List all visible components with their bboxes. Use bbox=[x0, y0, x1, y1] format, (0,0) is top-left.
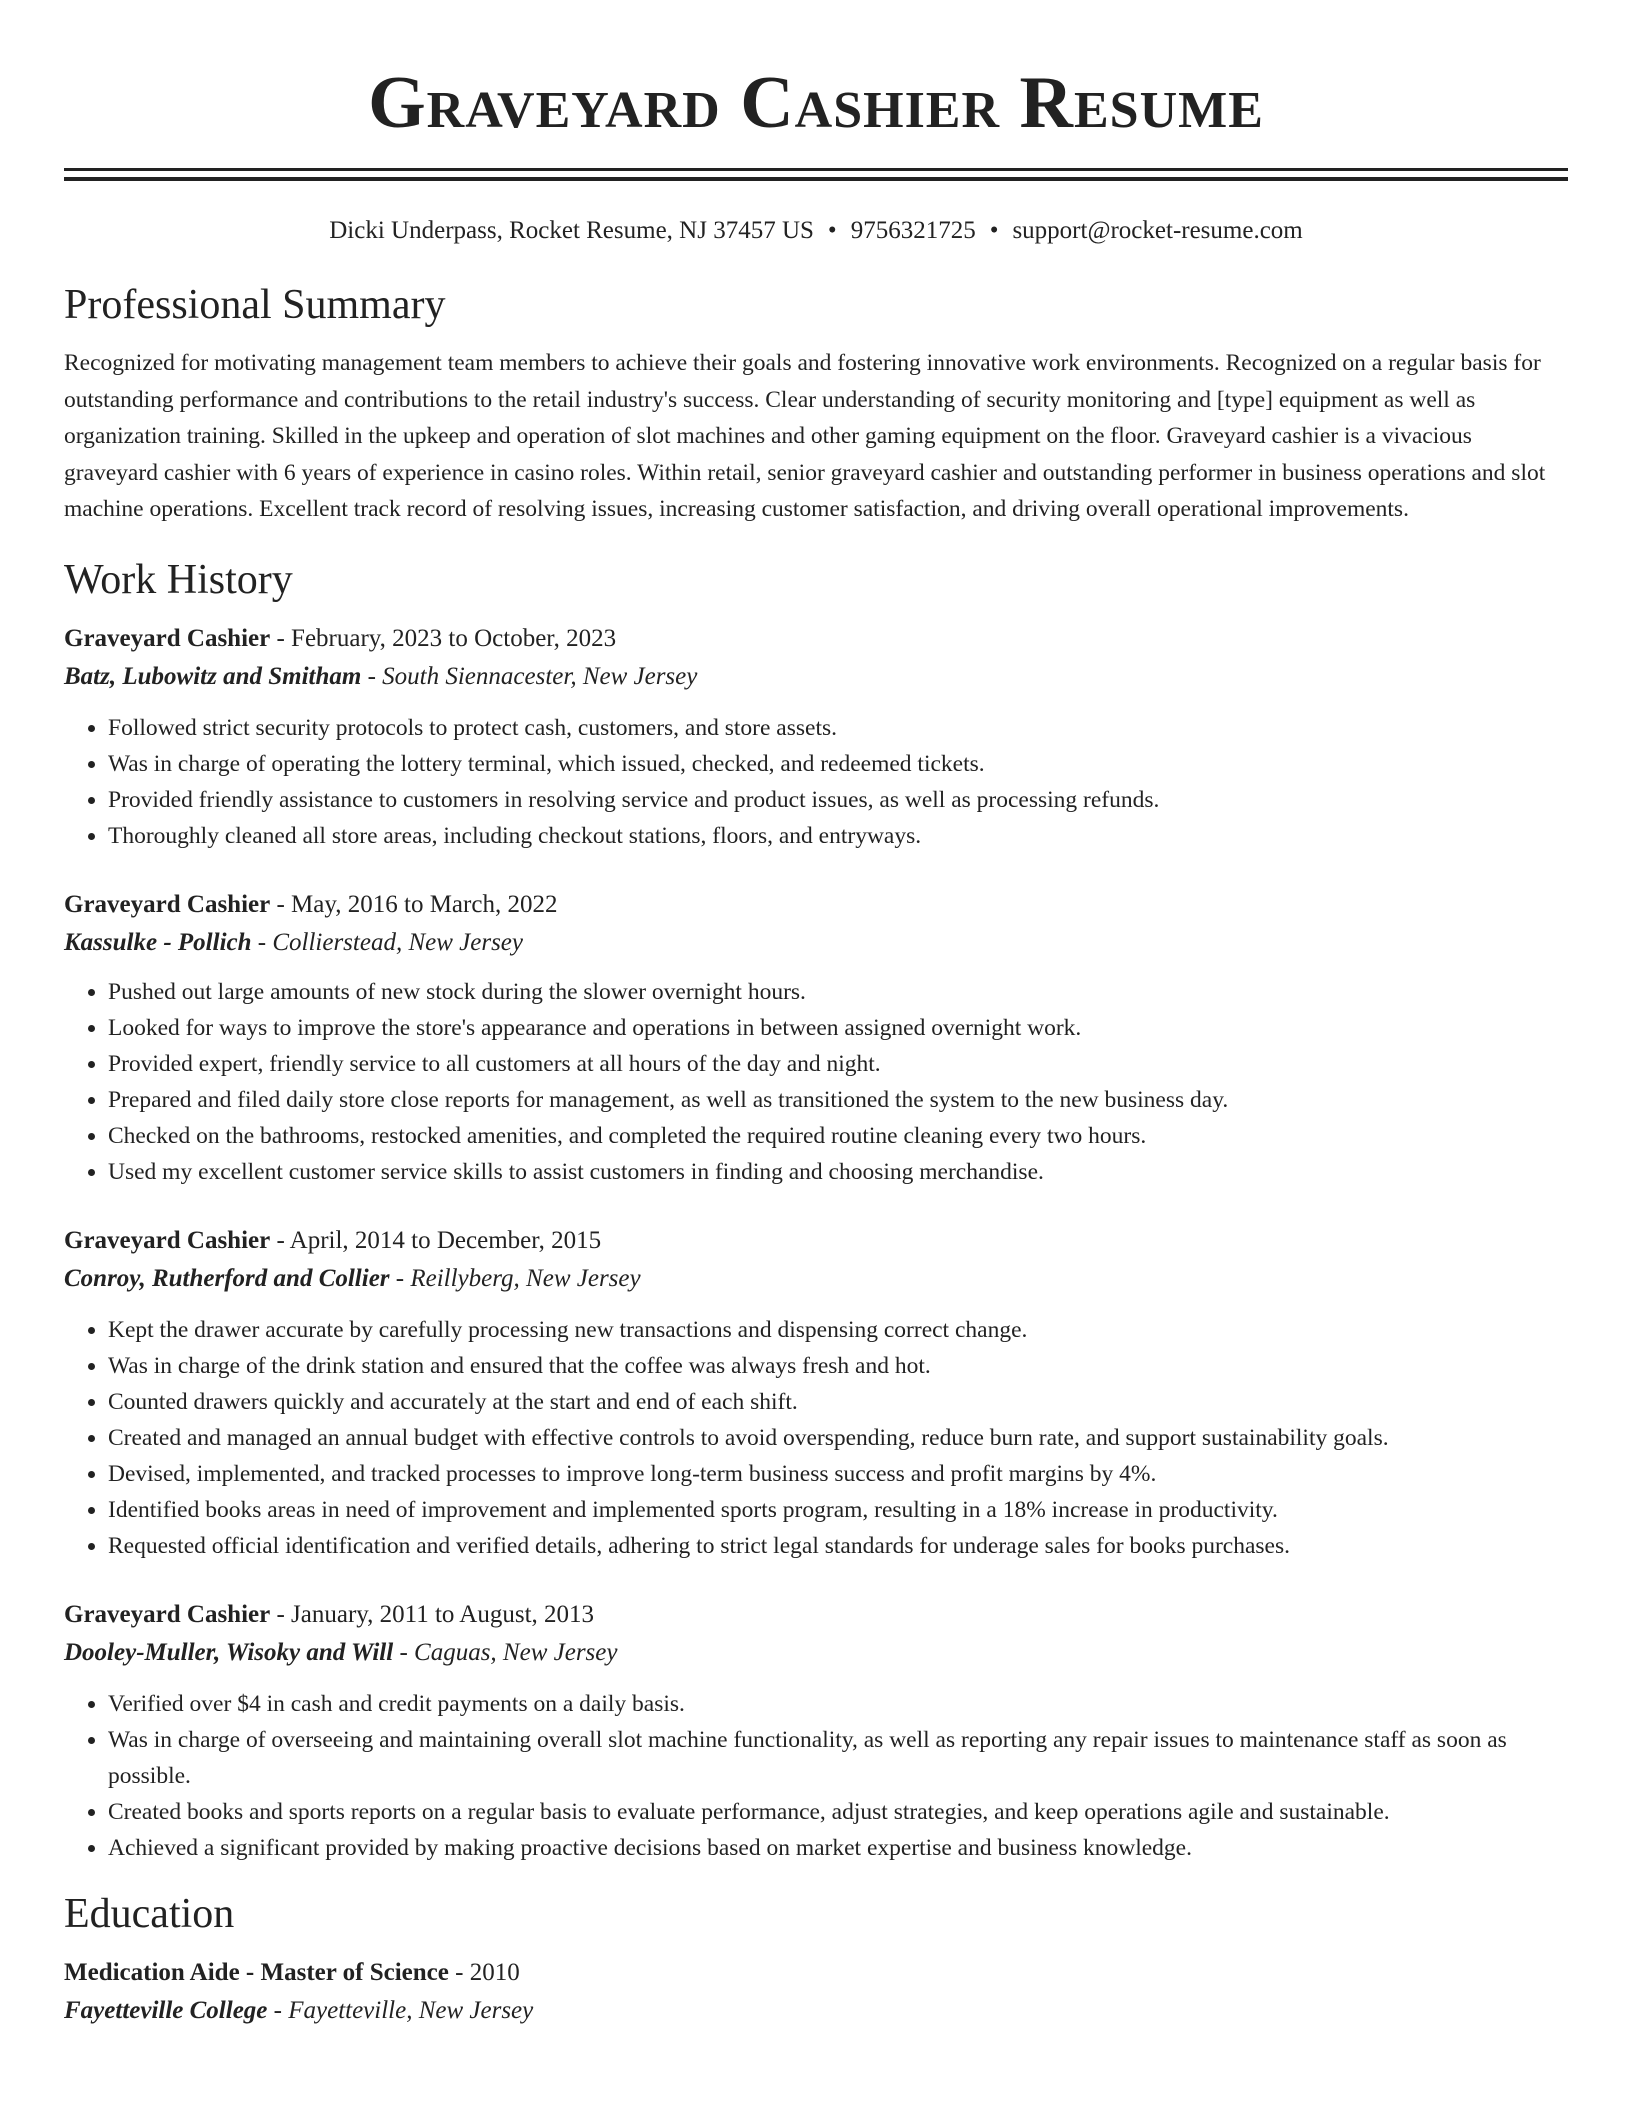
resume-title: Graveyard Cashier Resume bbox=[368, 62, 1264, 144]
work-history-heading: Work History bbox=[64, 556, 293, 603]
duty-item: • Used my excellent customer service skills to assist customers in finding and choosing merchandise. bbox=[108, 1154, 1568, 1190]
degree-line bbox=[64, 1954, 1568, 1992]
contact-address: Dicki Underpass, Rocket Resume, NJ 37457 US bbox=[329, 217, 814, 244]
job-dates: - May, 2016 to March, 2022 bbox=[270, 890, 558, 918]
duty-list bbox=[64, 974, 1568, 1190]
summary-text: Recognized for motivating management team members to achieve their goals and fostering innovative work environments. Recognized on a regular basis for outstanding performance and contributions to the retail industry's success. Clear understanding of security monitoring and [type] equipment as well as organization training. Skilled in the upkeep and operation of slot machines and other gaming equipment on the floor. Graveyard cashier is a vivacious graveyard cashier with 6 years of experience in casino roles. Within retail, senior graveyard cashier and outstanding performer in business operations and slot machine operations. Excellent track record of resolving issues, increasing customer satisfaction, and driving overall operational improvements. bbox=[64, 350, 1546, 523]
company-location: - Collierstead, New Jersey bbox=[251, 928, 523, 956]
duty-item: • Was in charge of the drink station and ensured that the coffee was always fresh and hot. bbox=[108, 1348, 1568, 1384]
duty-item: • Requested official identification and verified details, adhering to strict legal standards for underage sales for books purchases. bbox=[108, 1528, 1568, 1564]
duty-item: • Prepared and filed daily store close reports for management, as well as transitioned the system to the new business day. bbox=[108, 1082, 1568, 1118]
duty-item: • Counted drawers quickly and accurately at the start and end of each shift. bbox=[108, 1384, 1568, 1420]
duty-item: • Verified over $4 in cash and credit payments on a daily basis. bbox=[108, 1686, 1568, 1722]
duty-item: • Identified books areas in need of improvement and implemented sports program, resulting in a 18% increase in productivity. bbox=[108, 1492, 1568, 1528]
school-line bbox=[64, 1992, 1568, 2030]
duty-item: • Followed strict security protocols to protect cash, customers, and store assets. bbox=[108, 710, 1568, 746]
company-name: Conroy, Rutherford and Collier bbox=[64, 1264, 390, 1292]
degree-year: - 2010 bbox=[448, 1958, 520, 1986]
job-dates: - April, 2014 to December, 2015 bbox=[270, 1226, 602, 1254]
contact-separator: • bbox=[827, 217, 837, 244]
job-title: Graveyard Cashier bbox=[64, 1600, 271, 1628]
contact-separator: • bbox=[989, 217, 999, 244]
job-title: Graveyard Cashier bbox=[64, 624, 271, 652]
duty-item: • Checked on the bathrooms, restocked amenities, and completed the required routine cleaning every two hours. bbox=[108, 1118, 1568, 1154]
company-location: - Caguas, New Jersey bbox=[393, 1638, 618, 1666]
title-rule-top bbox=[64, 168, 1568, 171]
job-entry bbox=[64, 886, 1568, 1190]
job-entry bbox=[64, 620, 1568, 854]
school-location: - Fayetteville, New Jersey bbox=[267, 1996, 534, 2024]
company-name: Kassulke - Pollich bbox=[64, 928, 252, 956]
duty-item: • Provided expert, friendly service to all customers at all hours of the day and night. bbox=[108, 1046, 1568, 1082]
company-line bbox=[64, 1260, 1568, 1298]
job-entry bbox=[64, 1596, 1568, 1866]
contact-phone: 9756321725 bbox=[850, 217, 976, 244]
duty-item: • Thoroughly cleaned all store areas, including checkout stations, floors, and entryways. bbox=[108, 818, 1568, 854]
job-title-line bbox=[64, 886, 1568, 924]
duty-item: • Looked for ways to improve the store's appearance and operations in between assigned overnight work. bbox=[108, 1010, 1568, 1046]
school-name: Fayetteville College bbox=[64, 1996, 268, 2024]
duty-item: • Devised, implemented, and tracked processes to improve long-term business success and profit margins by 4%. bbox=[108, 1456, 1568, 1492]
job-title-line bbox=[64, 1222, 1568, 1260]
duty-item: • Kept the drawer accurate by carefully processing new transactions and dispensing correct change. bbox=[108, 1312, 1568, 1348]
education-entry bbox=[64, 1954, 1568, 2030]
company-line bbox=[64, 658, 1568, 696]
duty-list bbox=[64, 1686, 1568, 1866]
company-line bbox=[64, 1634, 1568, 1672]
degree-name: Medication Aide - Master of Science bbox=[64, 1958, 449, 1986]
duty-item: • Provided friendly assistance to customers in resolving service and product issues, as well as processing refunds. bbox=[108, 782, 1568, 818]
job-title: Graveyard Cashier bbox=[64, 890, 271, 918]
company-name: Dooley-Muller, Wisoky and Will bbox=[64, 1638, 394, 1666]
company-location: - South Siennacester, New Jersey bbox=[361, 662, 698, 690]
summary-heading: Professional Summary bbox=[64, 282, 446, 328]
contact-email: support@rocket-resume.com bbox=[1012, 217, 1303, 244]
job-entry bbox=[64, 1222, 1568, 1564]
duty-item: • Was in charge of operating the lottery terminal, which issued, checked, and redeemed tickets. bbox=[108, 746, 1568, 782]
job-title: Graveyard Cashier bbox=[64, 1226, 271, 1254]
duty-item: • Pushed out large amounts of new stock during the slower overnight hours. bbox=[108, 974, 1568, 1010]
education-heading: Education bbox=[64, 1890, 235, 1937]
duty-item: • Was in charge of overseeing and maintaining overall slot machine functionality, as well as reporting any repair issues to maintenance staff as soon as possible. bbox=[108, 1722, 1568, 1794]
company-location: - Reillyberg, New Jersey bbox=[389, 1264, 641, 1292]
job-title-line bbox=[64, 1596, 1568, 1634]
duty-list bbox=[64, 710, 1568, 854]
contact-line bbox=[64, 215, 1568, 247]
company-line bbox=[64, 924, 1568, 962]
job-title-line bbox=[64, 620, 1568, 658]
duty-item: • Achieved a significant provided by making proactive decisions based on market expertise and business knowledge. bbox=[108, 1830, 1568, 1866]
job-dates: - February, 2023 to October, 2023 bbox=[270, 624, 617, 652]
title-rule-bottom bbox=[64, 177, 1568, 181]
duty-item: • Created books and sports reports on a regular basis to evaluate performance, adjust strategies, and keep operations agile and sustainable. bbox=[108, 1794, 1568, 1830]
duty-item: • Created and managed an annual budget with effective controls to avoid overspending, reduce burn rate, and support sustainability goals. bbox=[108, 1420, 1568, 1456]
job-dates: - January, 2011 to August, 2013 bbox=[270, 1600, 595, 1628]
duty-list bbox=[64, 1312, 1568, 1564]
company-name: Batz, Lubowitz and Smitham bbox=[64, 662, 362, 690]
